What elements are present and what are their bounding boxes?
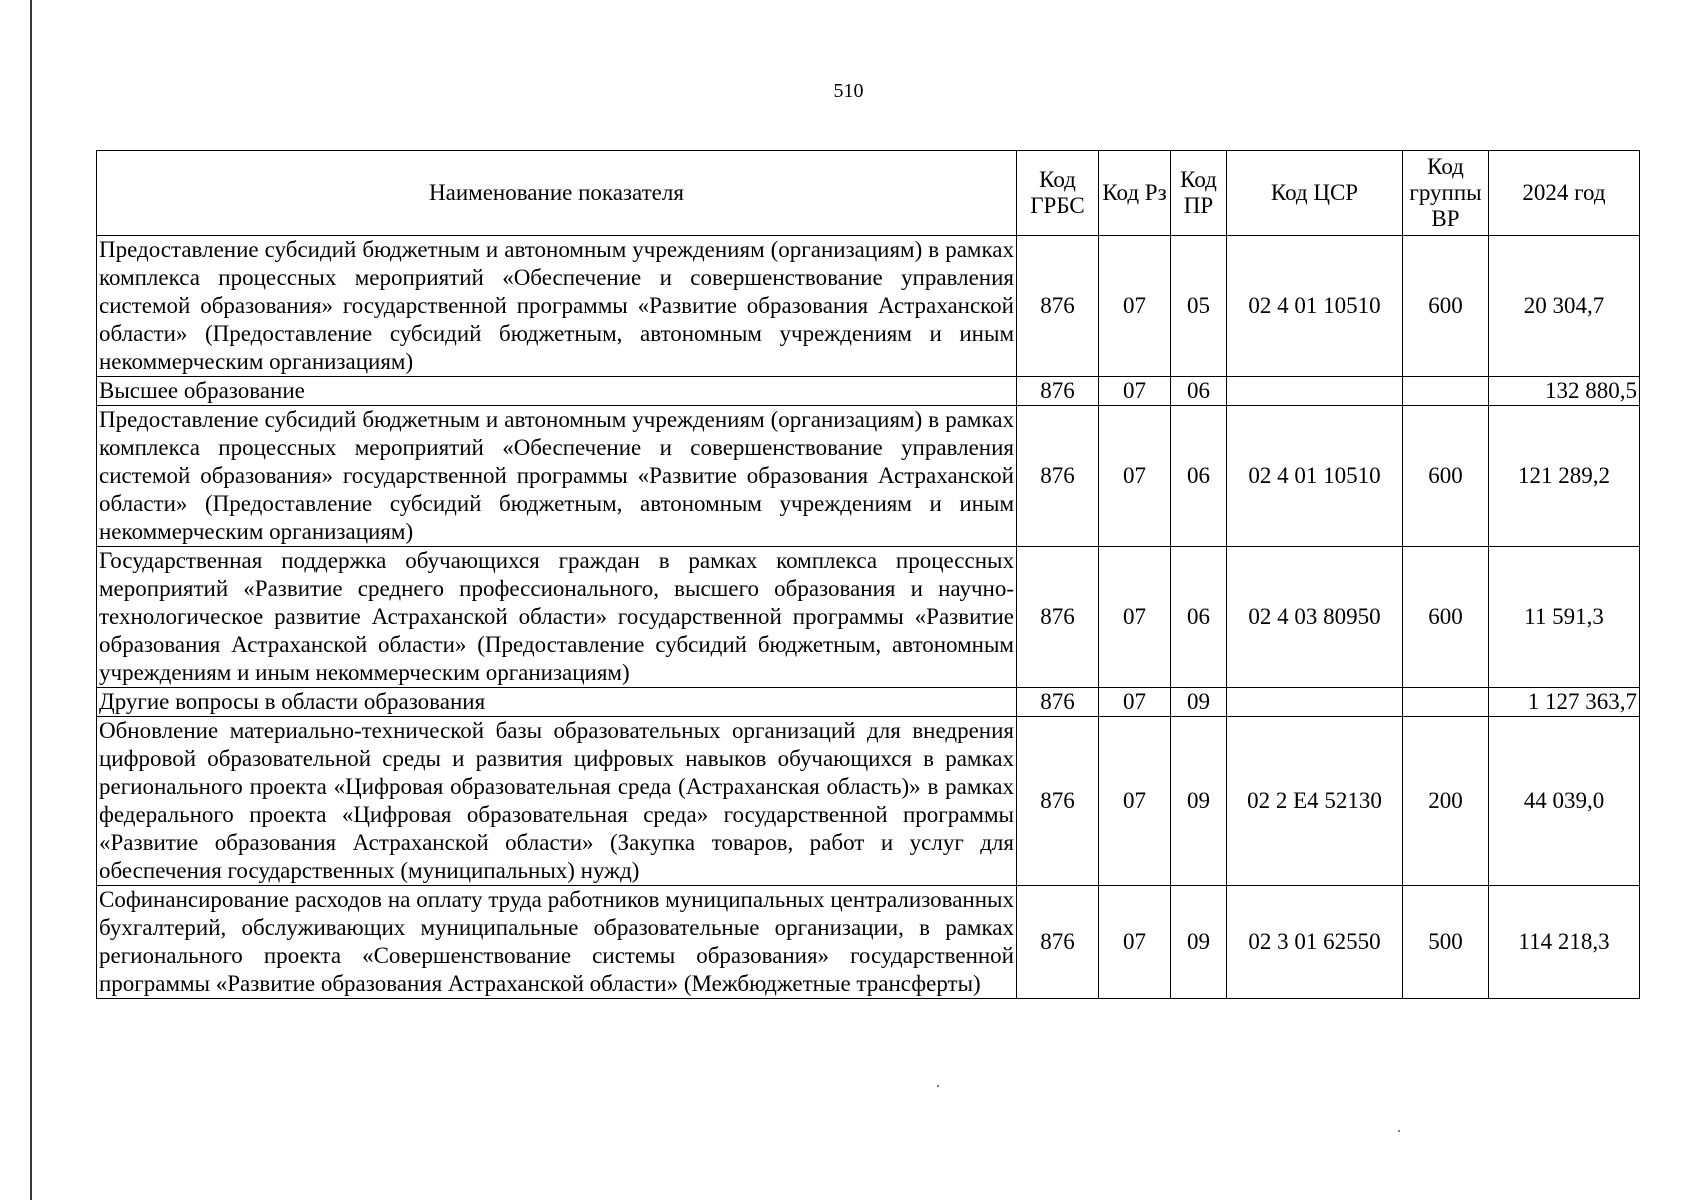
- row-csr: 02 3 01 62550: [1227, 886, 1403, 999]
- row-csr: 02 4 01 10510: [1227, 406, 1403, 547]
- header-csr: Код ЦСР: [1227, 151, 1403, 236]
- header-grbs: Код ГРБС: [1017, 151, 1099, 236]
- row-vr: 600: [1403, 406, 1489, 547]
- row-name: Предоставление субсидий бюджетным и автономным учреждениям (организациям) в рамках комплекса процессных мероприятий «Обеспечение и совершенствование управления системой образования» государственной программы «Развитие образования Астраханской области» (Предоставление субсидий бюджетным, автономным учреждениям и иным некоммерческим организациям): [97, 236, 1017, 377]
- row-amount: 132 880,5: [1489, 377, 1640, 406]
- row-rz: 07: [1099, 406, 1171, 547]
- table-row: [97, 236, 1640, 377]
- row-vr: [1403, 688, 1489, 717]
- row-amount: 11 591,3: [1489, 547, 1640, 688]
- row-csr: 02 4 01 10510: [1227, 236, 1403, 377]
- table-row: [97, 547, 1640, 688]
- header-year: 2024 год: [1489, 151, 1640, 236]
- row-csr: 02 2 Е4 52130: [1227, 717, 1403, 886]
- row-grbs: 876: [1017, 886, 1099, 999]
- table-row: [97, 406, 1640, 547]
- row-rz: 07: [1099, 377, 1171, 406]
- header-rz: Код Рз: [1099, 151, 1171, 236]
- row-pr: 09: [1171, 717, 1227, 886]
- row-amount: 121 289,2: [1489, 406, 1640, 547]
- row-grbs: 876: [1017, 688, 1099, 717]
- budget-table: [96, 150, 1640, 999]
- row-rz: 07: [1099, 717, 1171, 886]
- row-grbs: 876: [1017, 547, 1099, 688]
- row-pr: 09: [1171, 886, 1227, 999]
- scan-edge-line: [30, 0, 32, 1200]
- header-name: Наименование показателя: [97, 151, 1017, 236]
- row-pr: 06: [1171, 406, 1227, 547]
- row-vr: 600: [1403, 547, 1489, 688]
- row-name: Софинансирование расходов на оплату труда работников муниципальных централизованных бухгалтерий, обслуживающих муниципальные образовательные организации, в рамках регионального проекта «Совершенствование системы образования» государственной программы «Развитие образования Астраханской области» (Межбюджетные трансферты): [97, 886, 1017, 999]
- row-grbs: 876: [1017, 377, 1099, 406]
- row-rz: 07: [1099, 547, 1171, 688]
- row-csr: [1227, 688, 1403, 717]
- page-number: 510: [833, 80, 864, 102]
- row-name: Государственная поддержка обучающихся граждан в рамках комплекса процессных мероприятий «Развитие среднего профессионального, высшего образования и научно-технологическое развитие Астраханской области» государственной программы «Развитие образования Астраханской области» (Предоставление субсидий бюджетным, автономным учреждениям и иным некоммерческим организациям): [97, 547, 1017, 688]
- row-name: Предоставление субсидий бюджетным и автономным учреждениям (организациям) в рамках комплекса процессных мероприятий «Обеспечение и совершенствование управления системой образования» государственной программы «Развитие образования Астраханской области» (Предоставление субсидий бюджетным, автономным учреждениям и иным некоммерческим организациям): [97, 406, 1017, 547]
- row-vr: 200: [1403, 717, 1489, 886]
- row-amount: 20 304,7: [1489, 236, 1640, 377]
- row-grbs: 876: [1017, 236, 1099, 377]
- row-vr: [1403, 377, 1489, 406]
- row-grbs: 876: [1017, 717, 1099, 886]
- row-amount: 114 218,3: [1489, 886, 1640, 999]
- row-pr: 06: [1171, 547, 1227, 688]
- scan-speck: [1398, 1130, 1400, 1132]
- row-csr: 02 4 03 80950: [1227, 547, 1403, 688]
- table-row: [97, 688, 1640, 717]
- header-pr: Код ПР: [1171, 151, 1227, 236]
- table-header-row: [97, 151, 1640, 236]
- row-grbs: 876: [1017, 406, 1099, 547]
- row-pr: 05: [1171, 236, 1227, 377]
- row-vr: 500: [1403, 886, 1489, 999]
- table-row: [97, 377, 1640, 406]
- row-name: Высшее образование: [97, 377, 1017, 406]
- row-amount: 44 039,0: [1489, 717, 1640, 886]
- table-row: [97, 717, 1640, 886]
- scan-speck: [937, 1085, 939, 1087]
- row-vr: 600: [1403, 236, 1489, 377]
- row-rz: 07: [1099, 886, 1171, 999]
- table-row: [97, 886, 1640, 999]
- row-rz: 07: [1099, 236, 1171, 377]
- row-pr: 09: [1171, 688, 1227, 717]
- row-csr: [1227, 377, 1403, 406]
- row-name: Другие вопросы в области образования: [97, 688, 1017, 717]
- row-amount: 1 127 363,7: [1489, 688, 1640, 717]
- header-vr: Код группы ВР: [1403, 151, 1489, 236]
- row-rz: 07: [1099, 688, 1171, 717]
- row-pr: 06: [1171, 377, 1227, 406]
- row-name: Обновление материально-технической базы образовательных организаций для внедрения цифровой образовательной среды и развития цифровых навыков обучающихся в рамках регионального проекта «Цифровая образовательная среда (Астраханская область)» в рамках федерального проекта «Цифровая образовательная среда» государственной программы «Развитие образования Астраханской области» (Закупка товаров, работ и услуг для обеспечения государственных (муниципальных) нужд): [97, 717, 1017, 886]
